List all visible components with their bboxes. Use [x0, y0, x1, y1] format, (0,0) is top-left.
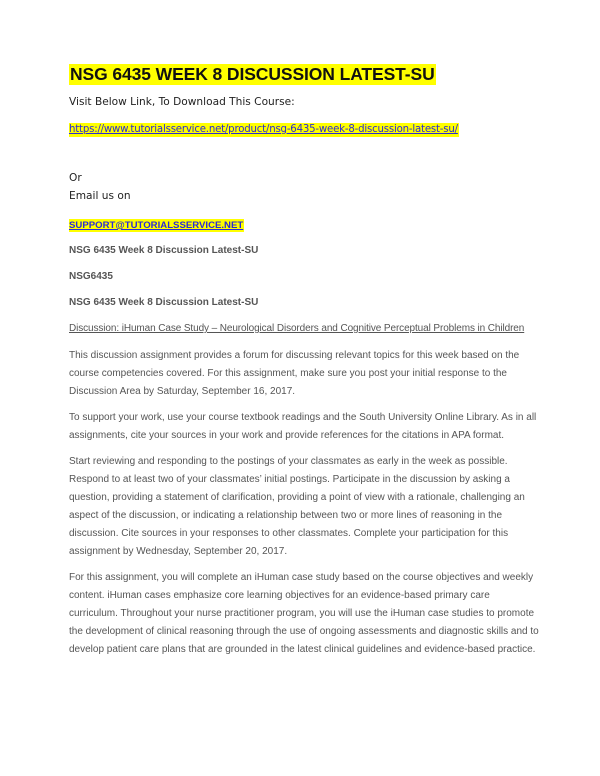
or-text: Or	[69, 172, 82, 184]
paragraph-responses: Start reviewing and responding to the postings of your classmates as early in the week as possible. Respond to at least two of your classmates’ initial postings. Participate in the discussion by asking a question, providing a statement of clarification, providing a point of view with a rationale, challenging an aspect of the discussion, or indicating a relationship between two or more lines of reasoning in the discussion. Cite sources in your responses to other classmates. Complete your participation for this assignment by Wednesday, September 20, 2017.	[69, 456, 525, 557]
email-label: Email us on	[69, 190, 131, 202]
email-row	[69, 215, 539, 244]
course-heading: NSG 6435 Week 8 Discussion Latest-SU	[69, 245, 259, 256]
course-link[interactable]: https://www.tutorialsservice.net/product/nsg-6435-week-8-discussion-latest-su/	[69, 124, 458, 135]
document-content	[69, 64, 539, 667]
support-email-link[interactable]: SUPPORT@TUTORIALSSERVICE.NET	[69, 220, 244, 231]
course-subheading: NSG 6435 Week 8 Discussion Latest-SU	[69, 297, 259, 308]
document-title: NSG 6435 WEEK 8 DISCUSSION LATEST-SU	[70, 64, 435, 84]
paragraph-support: To support your work, use your course textbook readings and the South University Online Library. As in all assignments, cite your sources in your work and provide references for the citations in APA format.	[69, 412, 537, 441]
visit-text: Visit Below Link, To Download This Course:	[69, 96, 295, 108]
paragraph-forum: This discussion assignment provides a forum for discussing relevant topics for this week based on the course competencies covered. For this assignment, make sure you post your initial response to the Discussion Area by Saturday, September 16, 2017.	[69, 350, 520, 397]
course-link-row	[69, 119, 539, 137]
discussion-heading: Discussion: iHuman Case Study – Neurological Disorders and Cognitive Perceptual Problems in Children	[69, 323, 525, 334]
course-code: NSG6435	[69, 271, 113, 282]
paragraph-ihuman: For this assignment, you will complete an iHuman case study based on the course objectives and weekly content. iHuman cases emphasize core learning objectives for an evidence-based primary care curriculum. Throughout your nurse practitioner program, you will use the iHuman case studies to promote the development of clinical reasoning through the use of ongoing assessments and diagnostic skills and to develop patient care plans that are grounded in the latest clinical guidelines and evidence-based practice.	[69, 572, 539, 655]
